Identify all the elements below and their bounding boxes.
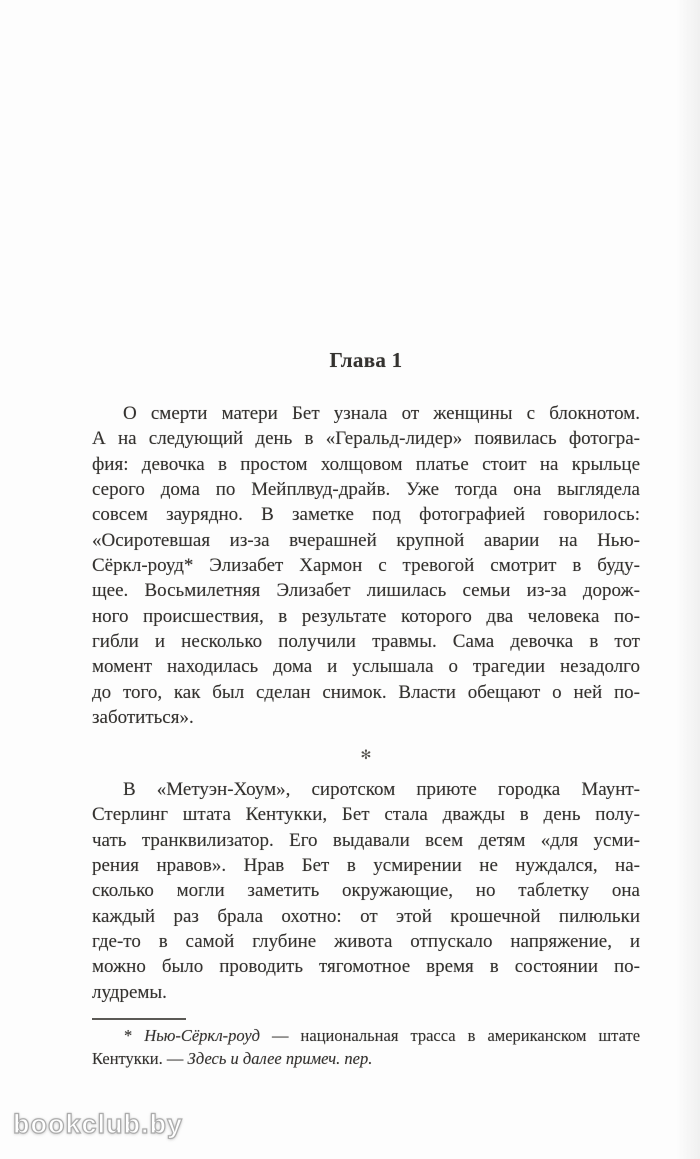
text-line: до того, как был сделан снимок. Власти обещают о ней по- — [92, 681, 640, 703]
footnote-italic-text: Нью-Сёркл-роуд — [144, 1026, 260, 1045]
paragraph-1 — [92, 401, 640, 730]
text-line: лудремы. — [92, 981, 167, 1003]
footnote-separator-rule — [92, 1018, 186, 1020]
text-line: где-то в самой глубине живота отпускало напряжение, и — [92, 931, 640, 953]
text-line: А на следующий день в «Геральд-лидер» появилась фотогра- — [92, 428, 640, 450]
footnote-italic-text: Здесь и далее примеч. пер. — [187, 1049, 373, 1068]
text-line: можно было проводить тягомотное время в состоянии по- — [92, 956, 640, 978]
text-line: щее. Восьмилетняя Элизабет лишилась семьи из-за дорож- — [92, 580, 640, 602]
footnote-line-1 — [92, 1024, 640, 1047]
paragraph-2 — [92, 777, 640, 1005]
footnote-text: * — [124, 1026, 145, 1045]
text-line: рения нравов». Нрав Бет в усмирении не нуждался, на- — [92, 855, 640, 877]
text-line: ного происшествия, в результате которого два человека по- — [92, 605, 640, 627]
footnote-text: — национальная трасса в американском штате — [259, 1026, 641, 1045]
text-line: заботиться». — [92, 707, 194, 729]
section-divider-asterisk-icon: ✻ — [360, 747, 372, 762]
watermark-bookclub: bookclub.by — [13, 1109, 184, 1139]
page-edge-shadow — [676, 0, 700, 1159]
text-line: момент находилась дома и услышала о трагедии незадолго — [92, 656, 640, 678]
text-line: серого дома по Мейплвуд-драйв. Уже тогда она выглядела — [92, 479, 640, 501]
text-line: Сёркл-роуд* Элизабет Хармон с тревогой смотрит в буду- — [92, 555, 640, 577]
text-line: Стерлинг штата Кентукки, Бет стала дважды в день полу- — [92, 804, 640, 826]
text-line: «Осиротевшая из-за вчерашней крупной аварии на Нью- — [92, 529, 640, 551]
footnote-line-2 — [92, 1047, 640, 1070]
text-line: фия: девочка в простом холщовом платье стоит на крыльце — [92, 453, 640, 475]
text-line: гибли и несколько получили травмы. Сама девочка в тот — [92, 631, 640, 653]
text-line: О смерти матери Бет узнала от женщины с блокнотом. — [123, 403, 640, 424]
text-line: чать транквилизатор. Его выдавали всем детям «для усми- — [92, 829, 640, 851]
footnote — [92, 1024, 640, 1070]
text-line: каждый раз брала охотно: от этой крошечной пилюльки — [92, 905, 640, 927]
footnote-text: Кентукки. — — [92, 1049, 188, 1068]
text-line: совсем заурядно. В заметке под фотографией говорилось: — [92, 504, 640, 526]
chapter-title: Глава 1 — [329, 348, 403, 372]
text-line: В «Метуэн-Хоум», сиротском приюте городка Маунт- — [123, 779, 640, 800]
text-line: сколько могли заметить окружающие, но таблетку она — [92, 880, 640, 902]
